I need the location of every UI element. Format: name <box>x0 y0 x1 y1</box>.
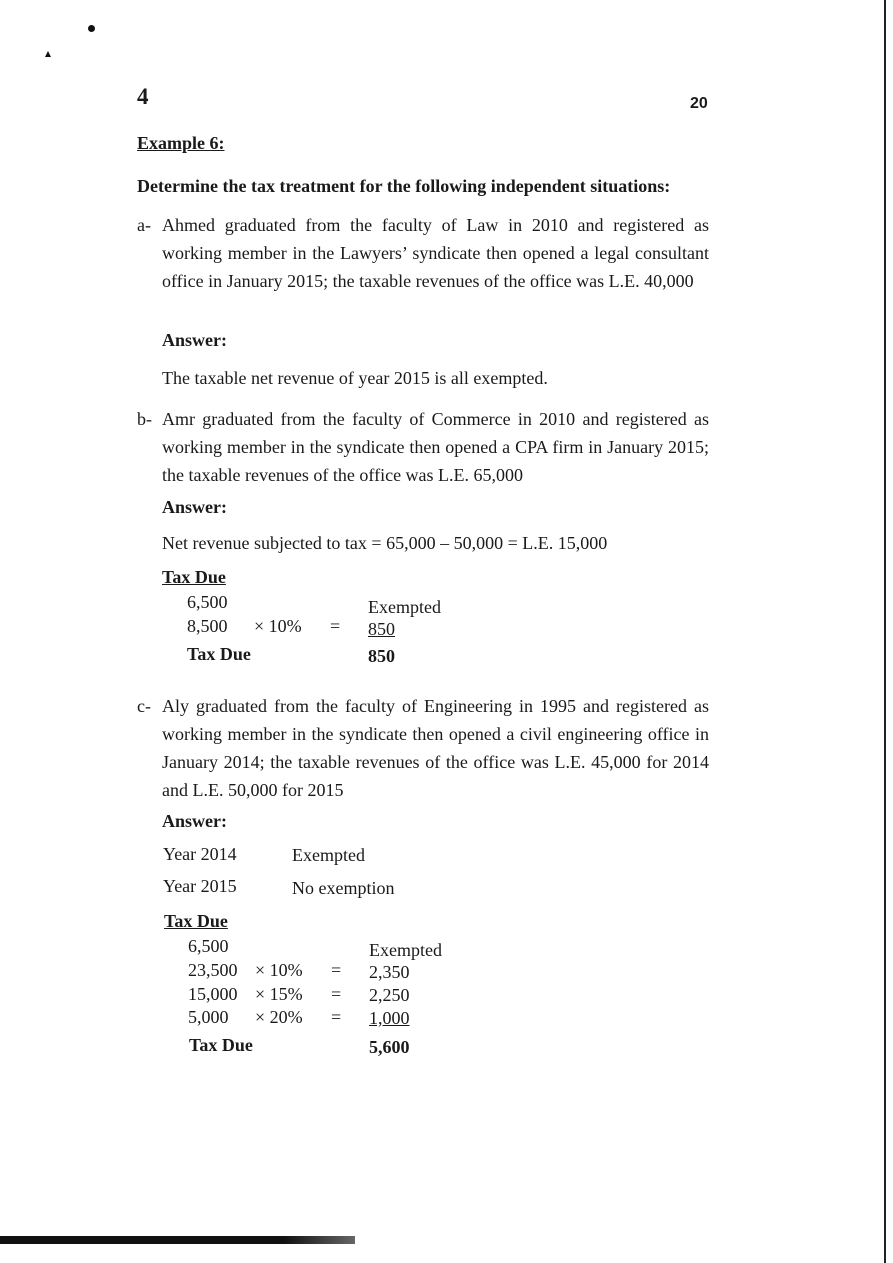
rate: × 15% <box>255 984 303 1004</box>
instruction: Determine the tax treatment for the following independent situations: <box>137 176 671 196</box>
answer-text: The taxable net revenue of year 2015 is all exempted. <box>162 368 548 388</box>
item-b <box>137 405 709 489</box>
amount: 6,500 <box>187 592 228 612</box>
amount: 15,000 <box>188 984 238 1004</box>
item-text: Amr graduated from the faculty of Commerce in 2010 and registered as working member in the syndicate then opened a CPA firm in January 2015; the taxable revenues of the office was L.E. 65,000 <box>162 409 709 485</box>
item-text: Aly graduated from the faculty of Engineering in 1995 and registered as working member in the syndicate then opened a civil engineering office in January 2014; the taxable revenues of the office was L.E. 45,000 for 2014 and L.E. 50,000 for 2015 <box>162 696 709 800</box>
answer-label: Answer: <box>162 811 227 831</box>
equals: = <box>330 616 341 636</box>
answer-label: Answer: <box>162 330 227 350</box>
item-label: a- <box>137 215 151 235</box>
rate: × 10% <box>255 960 303 980</box>
amount: 5,000 <box>188 1007 229 1027</box>
amount: 6,500 <box>188 936 229 956</box>
amount: 23,500 <box>188 960 238 980</box>
result: 1,000 <box>369 1008 410 1028</box>
equals: = <box>331 1007 342 1027</box>
result: 2,250 <box>369 985 410 1005</box>
total-value: 5,600 <box>369 1037 410 1057</box>
item-label: b- <box>137 409 152 429</box>
result: 2,350 <box>369 962 410 982</box>
result: Exempted <box>369 940 442 960</box>
example-title: Example 6: <box>137 133 225 153</box>
item-a <box>137 211 709 295</box>
total-value: 850 <box>368 646 395 666</box>
triangle-mark <box>45 51 51 57</box>
page-number: 20 <box>690 95 708 112</box>
bullet-mark <box>88 25 95 32</box>
year-label: Year 2015 <box>163 876 237 896</box>
amount: 8,500 <box>187 616 228 636</box>
equals: = <box>331 960 342 980</box>
chapter-number: 4 <box>137 84 149 109</box>
year-label: Year 2014 <box>163 844 237 864</box>
item-c <box>137 692 709 804</box>
total-label: Tax Due <box>189 1035 253 1055</box>
item-text: Ahmed graduated from the faculty of Law in 2010 and registered as working member in the Lawyers’ syndicate then opened a legal consultant office in January 2015; the taxable revenues of the office was L.E. 40,000 <box>162 215 709 291</box>
page-edge-line <box>884 0 886 1263</box>
tax-due-heading: Tax Due <box>162 567 226 587</box>
answer-label: Answer: <box>162 497 227 517</box>
rate: × 20% <box>255 1007 303 1027</box>
year-status: Exempted <box>292 845 365 865</box>
tax-due-heading: Tax Due <box>164 911 228 931</box>
year-status: No exemption <box>292 878 395 898</box>
result: 850 <box>368 619 395 639</box>
bottom-scan-bar <box>0 1236 355 1244</box>
rate: × 10% <box>254 616 302 636</box>
equals: = <box>331 984 342 1004</box>
total-label: Tax Due <box>187 644 251 664</box>
item-label: c- <box>137 696 151 716</box>
result: Exempted <box>368 597 441 617</box>
answer-text: Net revenue subjected to tax = 65,000 – 50,000 = L.E. 15,000 <box>162 533 608 553</box>
